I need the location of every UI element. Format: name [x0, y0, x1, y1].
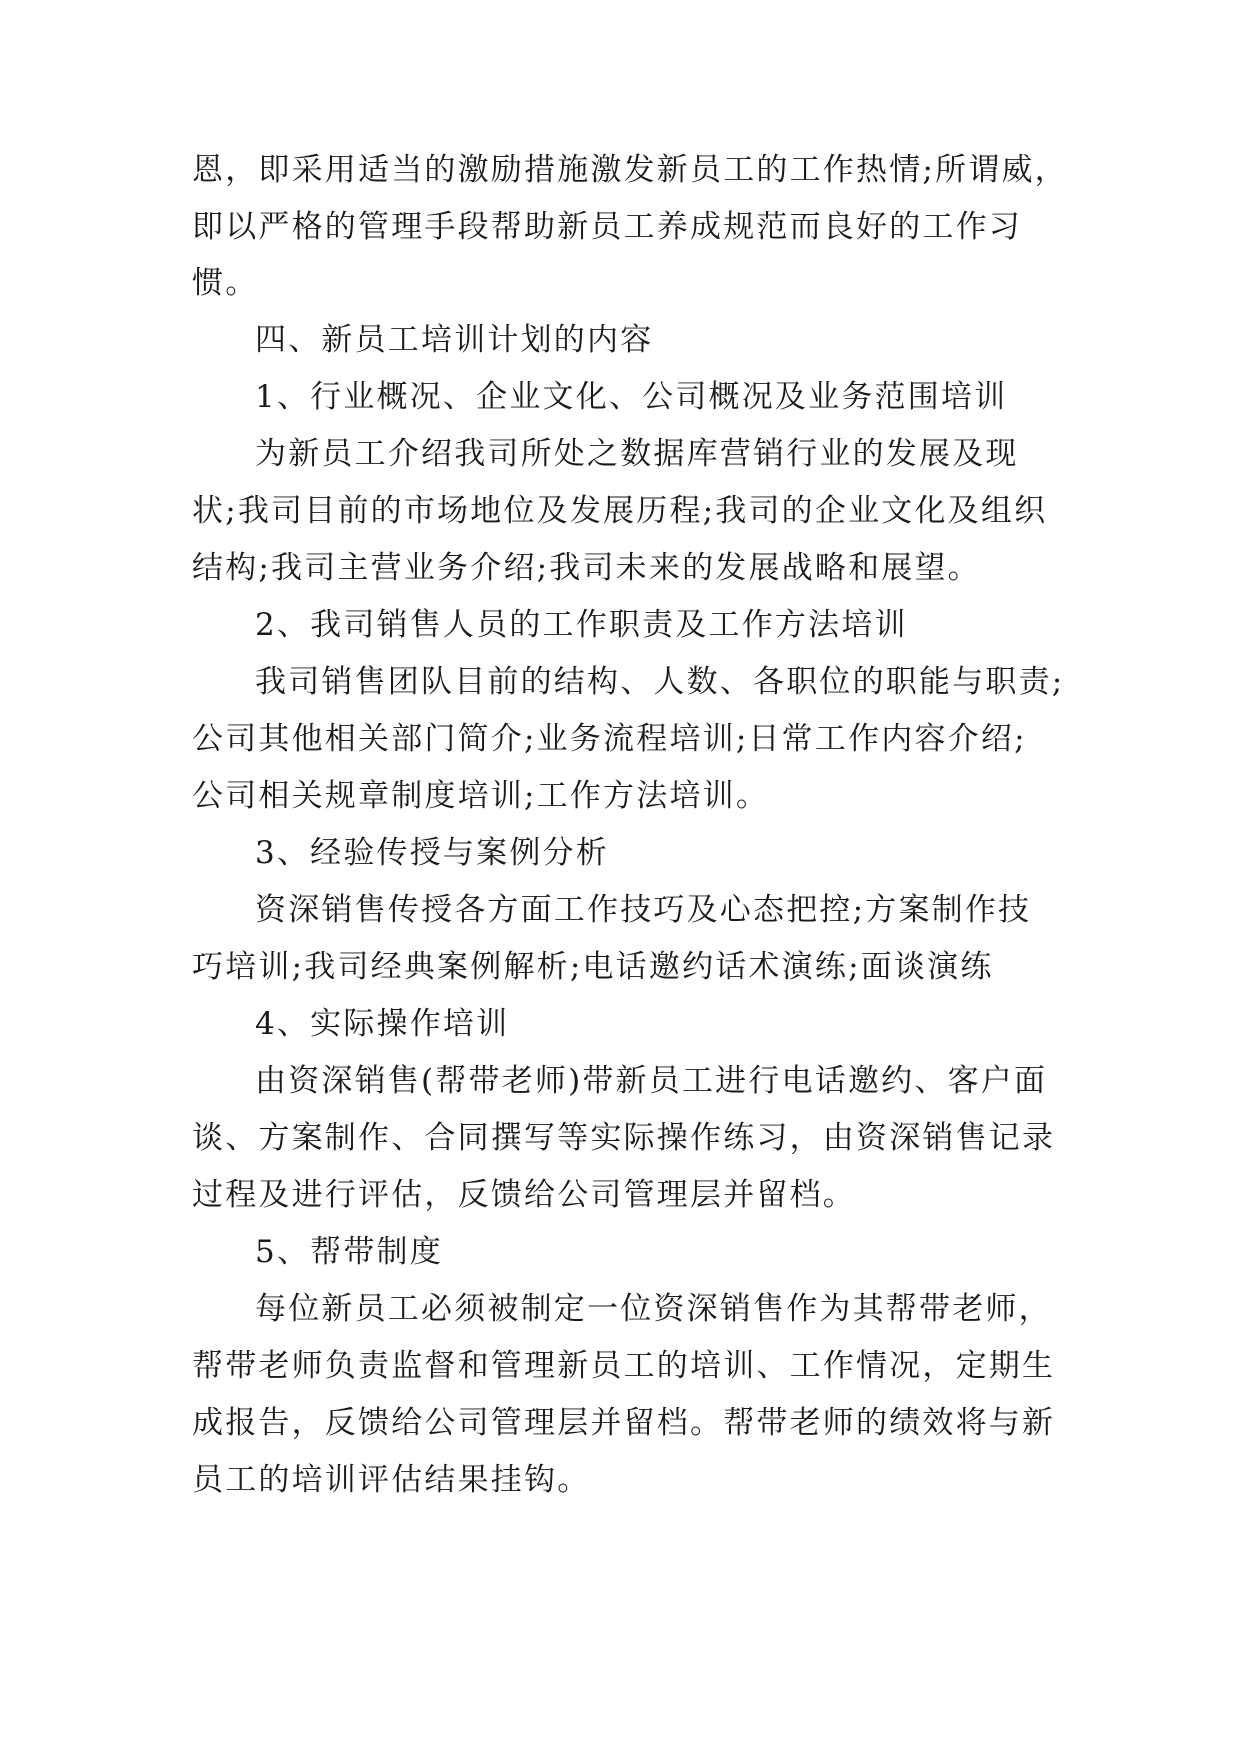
paragraph-line: 成报告，反馈给公司管理层并留档。帮带老师的绩效将与新	[192, 1405, 1056, 1441]
subsection-heading: 2、我司销售人员的工作职责及工作方法培训	[255, 607, 908, 643]
paragraph-line: 过程及进行评估，反馈给公司管理层并留档。	[192, 1177, 856, 1213]
paragraph-line: 巧培训;我司经典案例解析;电话邀约话术演练;面谈演练	[192, 949, 994, 985]
paragraph-line: 每位新员工必须被制定一位资深销售作为其帮带老师，	[255, 1291, 1052, 1327]
paragraph-line: 为新员工介绍我司所处之数据库营销行业的发展及现	[255, 436, 1019, 472]
paragraph-line: 由资深销售(帮带老师)带新员工进行电话邀约、客户面	[255, 1063, 1048, 1099]
paragraph-line: 公司其他相关部门简介;业务流程培训;日常工作内容介绍;	[192, 721, 1027, 757]
paragraph-line: 惯。	[192, 265, 259, 301]
subsection-heading: 3、经验传授与案例分析	[255, 835, 609, 871]
paragraph-line: 谈、方案制作、合同撰写等实际操作练习，由资深销售记录	[192, 1120, 1056, 1156]
subsection-heading: 1、行业概况、企业文化、公司概况及业务范围培训	[255, 379, 1008, 415]
section-heading: 四、新员工培训计划的内容	[255, 322, 654, 358]
paragraph-line: 员工的培训评估结果挂钩。	[192, 1462, 591, 1498]
paragraph-line: 结构;我司主营业务介绍;我司未来的发展战略和展望。	[192, 550, 981, 586]
paragraph-line: 帮带老师负责监督和管理新员工的培训、工作情况，定期生	[192, 1348, 1056, 1384]
paragraph-line: 恩，即采用适当的激励措施激发新员工的工作热情;所谓威，	[192, 152, 1068, 188]
subsection-heading: 4、实际操作培训	[255, 1006, 510, 1042]
paragraph-line: 公司相关规章制度培训;工作方法培训。	[192, 778, 770, 814]
subsection-heading: 5、帮带制度	[255, 1234, 443, 1270]
paragraph-line: 资深销售传授各方面工作技巧及心态把控;方案制作技	[255, 892, 1032, 928]
paragraph-line: 即以严格的管理手段帮助新员工养成规范而良好的工作习	[192, 209, 1022, 245]
paragraph-line: 状;我司目前的市场地位及发展历程;我司的企业文化及组织	[192, 493, 1048, 529]
paragraph-line: 我司销售团队目前的结构、人数、各职位的职能与职责;	[255, 664, 1065, 700]
